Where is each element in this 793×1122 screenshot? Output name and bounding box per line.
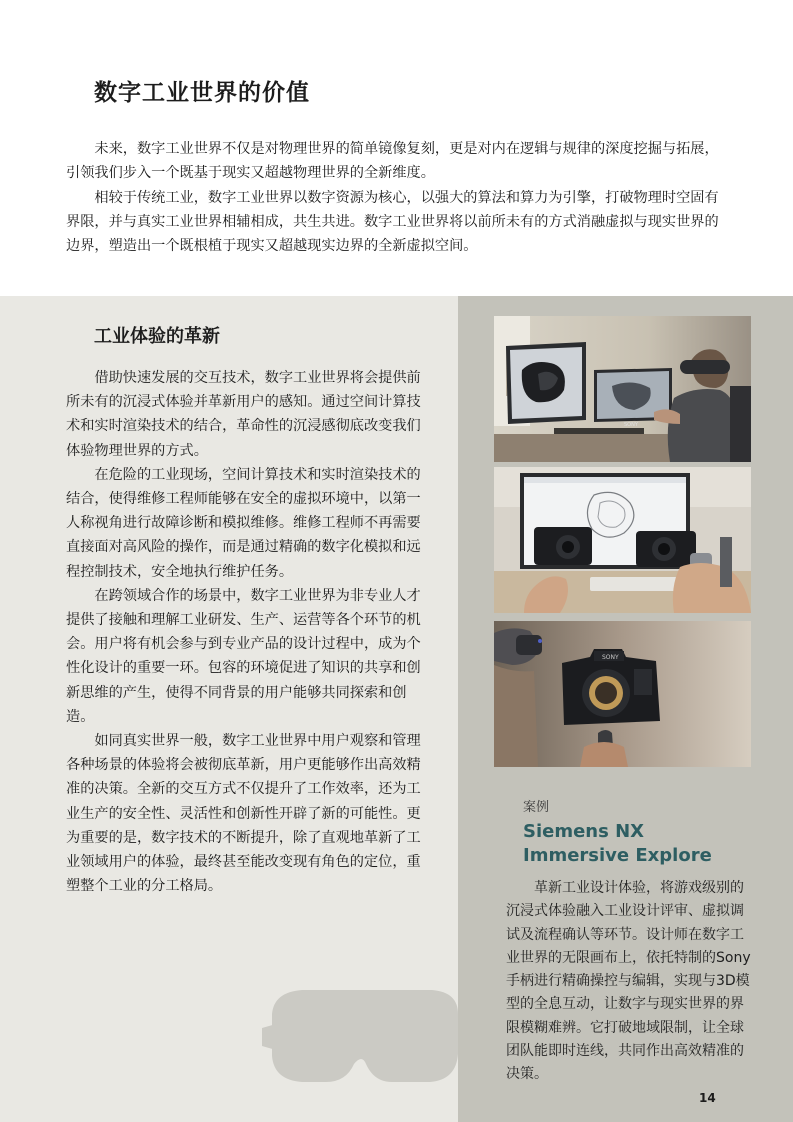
vr-headset-icon — [262, 984, 462, 1090]
photo-camera-hologram — [494, 621, 751, 767]
intro-text — [66, 137, 728, 258]
body-paragraph: 在危险的工业现场，空间计算技术和实时渲染技术的结合，使得维修工程师能够在安全的虚拟环境中，以第一人称视角进行故障诊断和模拟维修。维修工程师不再需要直接面对高风险的操作，而是通过精确的数字化模拟和远程控制技术，安全地执行维护任务。 — [66, 466, 421, 580]
monitor-brand-text: SONY — [624, 422, 638, 428]
intro-paragraph: 未来，数字工业世界不仅是对物理世界的简单镜像复刻，更是对内在逻辑与规律的深度挖掘与拓展，引领我们步入一个既基于现实又超越物理世界的全新维度。 — [66, 141, 719, 182]
page-title: 数字工业世界的价值 — [94, 80, 310, 106]
photo-designer-vr-headset — [494, 316, 751, 462]
case-paragraph: 革新工业设计体验，将游戏级别的沉浸式体验融入工业设计评审、虚拟调试及流程确认等环节。设计师在数字工业世界的无限画布上，依托特制的Sony手柄进行精确操控与编辑，实现与3D模型的全息互动，让数字与现实世界的界限模糊难辨。它打破地域限制，让全球团队能即时连线，共同作出高效精准的决策。 — [506, 880, 751, 1083]
case-label: 案例 — [523, 800, 550, 815]
camera-brand-text: SONY — [602, 654, 619, 661]
case-description — [506, 877, 752, 1087]
body-paragraph: 借助快速发展的交互技术，数字工业世界将会提供前所未有的沉浸式体验并革新用户的感知。通过空间计算技术和实时渲染技术的结合，革命性的沉浸感彻底改变我们体验物理世界的方式。 — [66, 370, 421, 459]
photo-camera-model-monitor — [494, 467, 751, 613]
intro-paragraph: 相较于传统工业，数字工业世界以数字资源为核心，以强大的算法和算力为引擎，打破物理时空固有界限，并与真实工业世界相辅相成，共生共进。数字工业世界将以前所未有的方式消融虚拟与现实世界的边界，塑造出一个既根植于现实又超越现实边界的全新虚拟空间。 — [66, 189, 719, 255]
case-title: Siemens NX Immersive Explore — [523, 821, 712, 866]
section-title: 工业体验的革新 — [94, 326, 220, 347]
body-paragraph: 在跨领域合作的场景中，数字工业世界为非专业人才提供了接触和理解工业研发、生产、运营等各个环节的机会。用户将有机会参与到专业产品的设计过程中，成为个性化设计的重要一环。包容的环境促进了知识的共享和创新思维的产生，使得不同背景的用户能够共同探索和创造。 — [66, 587, 421, 725]
section-body — [66, 366, 422, 898]
body-paragraph: 如同真实世界一般，数字工业世界中用户观察和管理各种场景的体验将会被彻底革新，用户更能够作出高效精准的决策。全新的交互方式不仅提升了工作效率，还为工业生产的安全性、灵活性和创新性开辟了新的可能性。更为重要的是，数字技术的不断提升，除了直观地革新了工业领域用户的体验，最终甚至能改变现有角色的定位，重塑整个工业的分工格局。 — [66, 733, 421, 895]
page-number: 14 — [699, 1091, 716, 1105]
